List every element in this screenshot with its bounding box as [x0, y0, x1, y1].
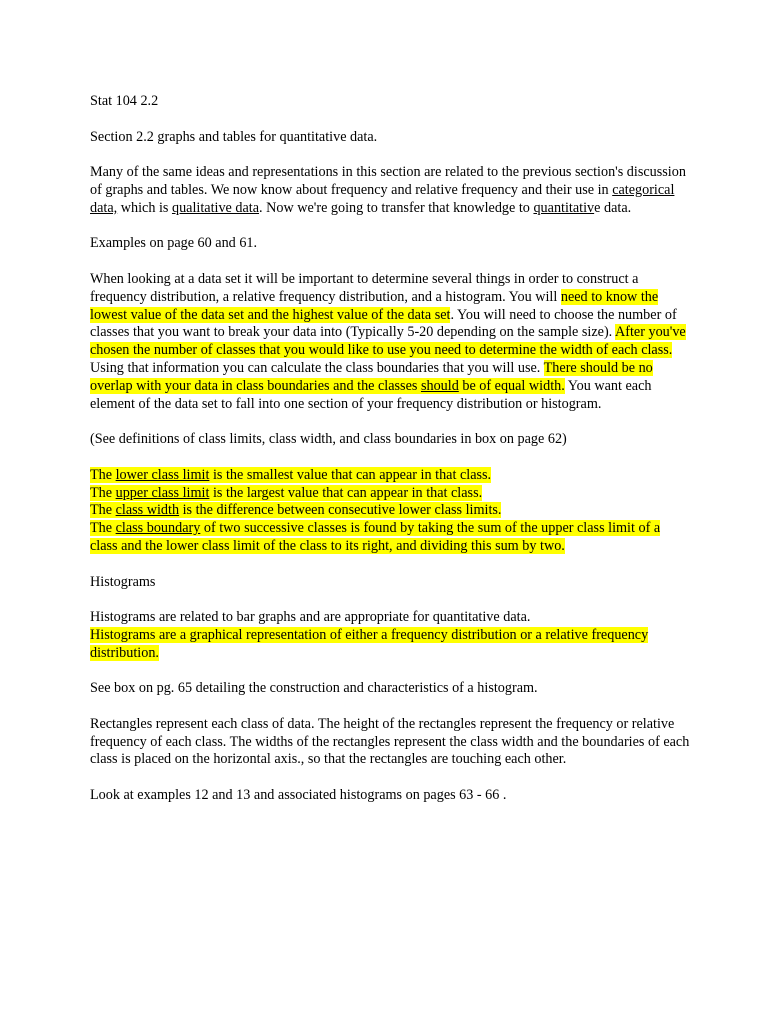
def-width-post: is the difference between consecutive lower class limits. [179, 502, 502, 519]
section-title: Section 2.2 graphs and tables for quantitative data. [90, 128, 378, 145]
underlined-should: should [420, 377, 459, 394]
underlined-qualitative-data: qualitative data [171, 199, 260, 216]
term-lower-class-limit: lower class limit [115, 466, 210, 483]
box-note: See box on pg. 65 detailing the construction and characteristics of a histogram. [90, 680, 538, 697]
def-class-width [90, 502, 501, 518]
intro-text-b: which is [117, 199, 172, 216]
definitions-block [90, 467, 690, 556]
def-lower-pre: The [90, 466, 116, 483]
def-boundary-pre: The [90, 520, 116, 537]
term-upper-class-limit: upper class limit [115, 484, 210, 501]
def-width-pre: The [90, 502, 116, 519]
underlined-categorical-data: categorical data, [90, 181, 675, 216]
def-upper-class-limit [90, 485, 482, 501]
intro-text-d: e data. [594, 199, 632, 216]
document-page [90, 93, 690, 823]
p2-text-c: Using that information you can calculate the class boundaries that you will use. [90, 359, 544, 376]
underlined-quantitative: quantitativ [533, 199, 595, 216]
highlight-class-width: After you've chosen the number of classes that you would like to use you need to determine the width of each class. [90, 324, 686, 359]
histograms-paragraph [90, 609, 690, 662]
examples-note: Examples on page 60 and 61. [90, 235, 258, 252]
highlight-histogram-definition: Histograms are a graphical representation of either a frequency distribution or a relative frequency distribution. [90, 626, 649, 661]
term-class-width: class width [115, 502, 180, 519]
def-class-boundary [90, 520, 660, 554]
doc-heading: Stat 104 2.2 [90, 93, 159, 109]
highlight-no-overlap-b: be of equal width. [458, 377, 565, 394]
rectangles-paragraph: Rectangles represent each class of data. The height of the rectangles represent the frequency or relative frequency of each class. The widths of the rectangles represent the class width and the boundaries of each class is placed on the horizontal axis., so that the rectangles are touching each other. [90, 715, 690, 768]
histograms-heading: Histograms [90, 573, 156, 590]
def-lower-class-limit [90, 467, 491, 483]
p2-text-b: . You will need to choose the number of classes that you want to break your data into (Typically 5-20 depending on the sample size). [90, 306, 677, 341]
intro-text-a: Many of the same ideas and representations in this section are related to the previous section's discussion of graphs and tables. We now know about frequency and relative frequency and their use in [90, 164, 686, 198]
p2-text-a: When looking at a data set it will be important to determine several things in order to construct a frequency distribution, a relative frequency distribution, and a histogram. You will [90, 270, 639, 305]
highlight-lowest-highest: need to know the lowest value of the data set and the highest value of the data set [90, 288, 659, 323]
term-class-boundary: class boundary [115, 520, 201, 537]
intro-text-c: . Now we're going to transfer that knowledge to [259, 199, 534, 216]
highlight-no-overlap-a: There should be no overlap with your data in class boundaries and the classes [90, 359, 653, 394]
definitions-note: (See definitions of class limits, class width, and class boundaries in box on page 62) [90, 431, 567, 448]
data-set-paragraph [90, 271, 690, 413]
def-boundary-post: of two successive classes is found by taking the sum of the upper class limit of a class and the lower class limit of the class to its right, and dividing this sum by two. [90, 520, 661, 554]
examples-histograms-note: Look at examples 12 and 13 and associated histograms on pages 63 - 66 . [90, 787, 507, 804]
def-lower-post: is the smallest value that can appear in that class. [209, 466, 492, 483]
intro-paragraph [90, 164, 690, 217]
def-upper-pre: The [90, 484, 116, 501]
p2-text-d: You want each element of the data set to fall into one section of your frequency distribution or histogram. [90, 377, 652, 412]
histograms-line-1: Histograms are related to bar graphs and are appropriate for quantitative data. [90, 609, 531, 626]
def-upper-post: is the largest value that can appear in that class. [209, 484, 483, 501]
